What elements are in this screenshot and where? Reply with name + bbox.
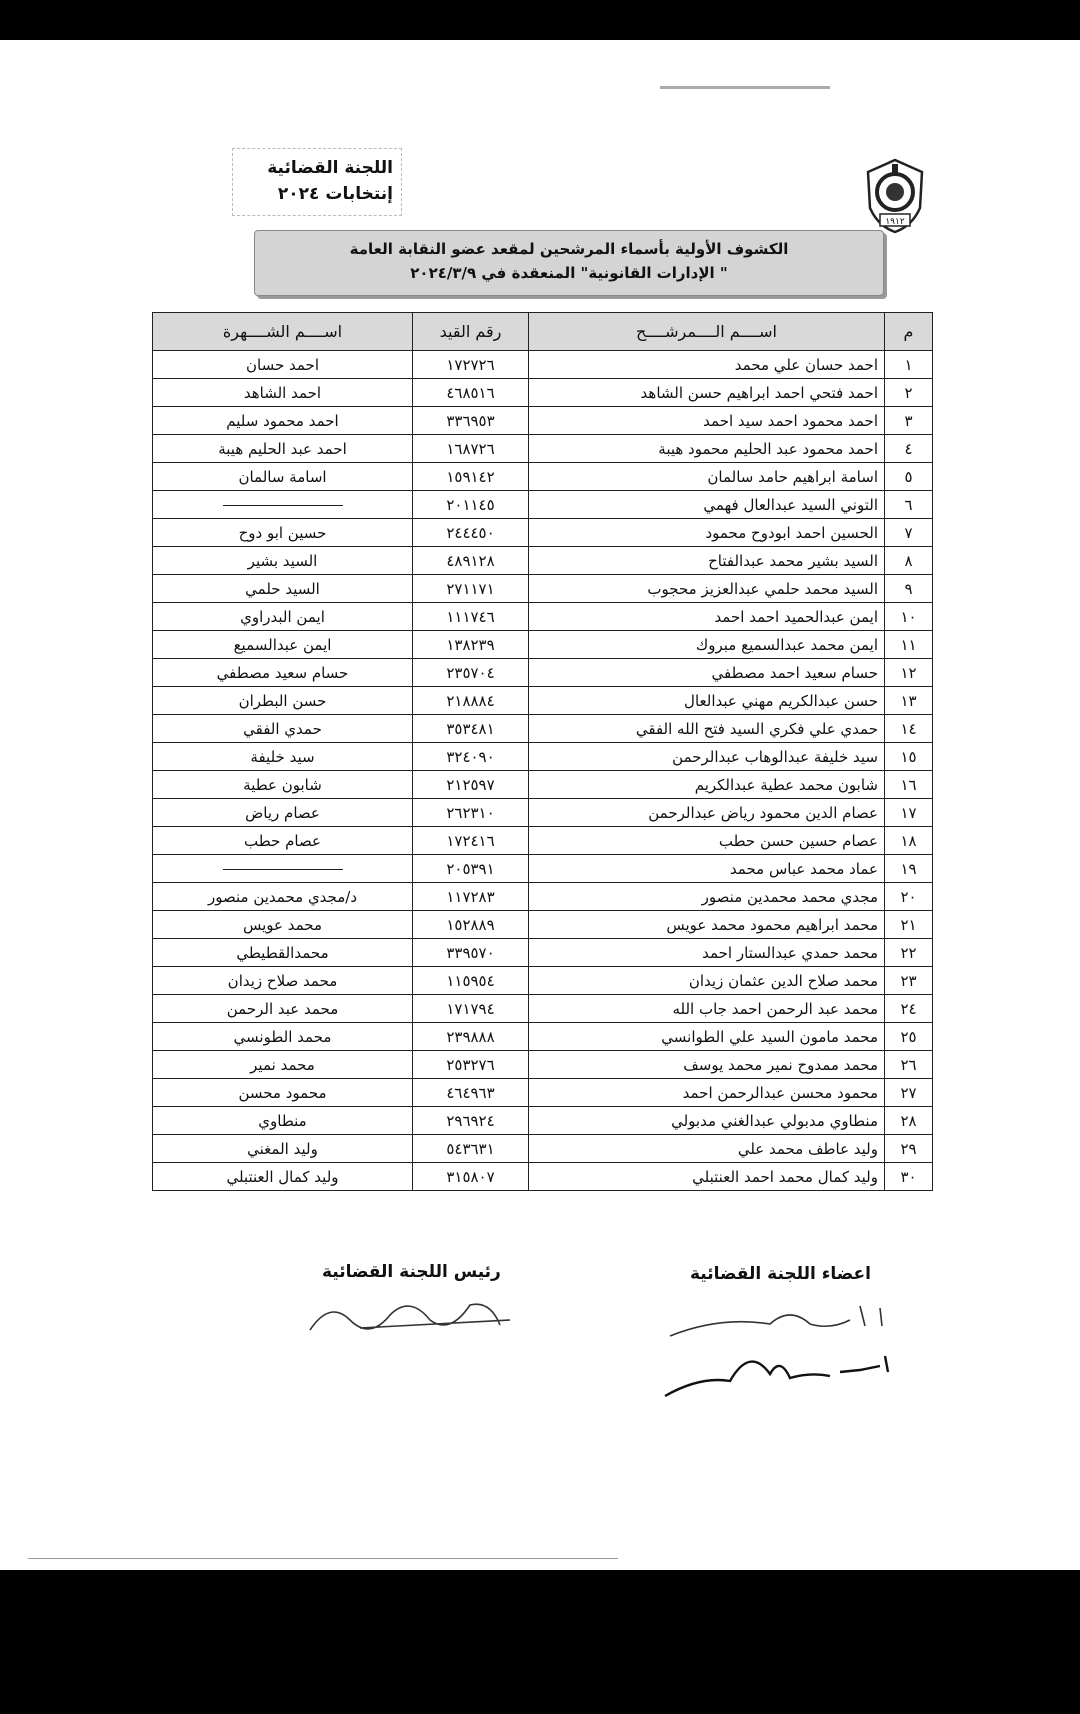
chair-label: رئيس اللجنة القضائية [322, 1262, 501, 1282]
registration-number: ٣٥٣٤٨١ [413, 715, 529, 743]
known-name: محمود محسن [153, 1079, 413, 1107]
header-candidate-name: اســــم الــــمرشــــح [529, 313, 885, 351]
candidate-name: محمود محسن عبدالرحمن احمد [529, 1079, 885, 1107]
registration-number: ٥٤٣٦٣١ [413, 1135, 529, 1163]
row-index: ٢٧ [885, 1079, 933, 1107]
table-row [153, 351, 933, 379]
table-row [153, 855, 933, 883]
registration-number: ١٧٢٧٢٦ [413, 351, 529, 379]
candidate-name: محمد ابراهيم محمود محمد عويس [529, 911, 885, 939]
candidate-name: ايمن عبدالحميد احمد احمد [529, 603, 885, 631]
committee-header [232, 148, 402, 216]
registration-number: ٣١٥٨٠٧ [413, 1163, 529, 1191]
row-index: ٩ [885, 575, 933, 603]
known-name: وليد المغني [153, 1135, 413, 1163]
registration-number: ١٧٢٤١٦ [413, 827, 529, 855]
candidate-name: عماد محمد عباس محمد [529, 855, 885, 883]
candidate-name: السيد بشير محمد عبدالفتاح [529, 547, 885, 575]
row-index: ٣٠ [885, 1163, 933, 1191]
row-index: ١٨ [885, 827, 933, 855]
chair-signature-icon [300, 1290, 530, 1340]
row-index: ١١ [885, 631, 933, 659]
election-year: إنتخابات ٢٠٢٤ [277, 184, 393, 204]
table-row [153, 715, 933, 743]
known-name: عصام حطب [153, 827, 413, 855]
candidate-name: حسام سعيد احمد مصطفي [529, 659, 885, 687]
registration-number: ٢٣٥٧٠٤ [413, 659, 529, 687]
known-name: محمد الطونسي [153, 1023, 413, 1051]
candidate-name: حسن عبدالكريم مهني عبدالعال [529, 687, 885, 715]
members-label: اعضاء اللجنة القضائية [690, 1264, 871, 1284]
candidate-name: التوني السيد عبدالعال فهمي [529, 491, 885, 519]
candidate-name: مجدي محمد محمدين منصور [529, 883, 885, 911]
blank-line [223, 869, 343, 870]
row-index: ٣ [885, 407, 933, 435]
syndicate-logo-icon [862, 158, 928, 234]
candidate-name: محمد عبد الرحمن احمد جاب الله [529, 995, 885, 1023]
registration-number: ١٥٢٨٨٩ [413, 911, 529, 939]
table-header-row [153, 313, 933, 351]
known-name: حسام سعيد مصطفي [153, 659, 413, 687]
known-name: ايمن البدراوي [153, 603, 413, 631]
row-index: ٦ [885, 491, 933, 519]
table-row [153, 1135, 933, 1163]
table-row [153, 827, 933, 855]
table-row [153, 575, 933, 603]
registration-number: ٢٤٤٤٥٠ [413, 519, 529, 547]
known-name: السيد بشير [153, 547, 413, 575]
known-name: محمد عبد الرحمن [153, 995, 413, 1023]
footer-divider [28, 1558, 618, 1559]
row-index: ٥ [885, 463, 933, 491]
known-name: منطاوي [153, 1107, 413, 1135]
known-name: محمد عويس [153, 911, 413, 939]
table-row [153, 995, 933, 1023]
header-registration-number: رقم القيد [413, 313, 529, 351]
candidate-name: حمدي علي فكري السيد فتح الله الفقي [529, 715, 885, 743]
table-row [153, 435, 933, 463]
known-name: ايمن عبدالسميع [153, 631, 413, 659]
candidate-name: محمد ممدوح نمير محمد يوسف [529, 1051, 885, 1079]
registration-number: ٢٦٢٣١٠ [413, 799, 529, 827]
table-row [153, 547, 933, 575]
candidate-name: عصام الدين محمود رياض عبدالرحمن [529, 799, 885, 827]
row-index: ٢ [885, 379, 933, 407]
registration-number: ٢١٨٨٨٤ [413, 687, 529, 715]
table-row [153, 743, 933, 771]
row-index: ٢٥ [885, 1023, 933, 1051]
table-row [153, 1163, 933, 1191]
known-name: سيد خليفة [153, 743, 413, 771]
table-row [153, 771, 933, 799]
registration-number: ١١٧٢٨٣ [413, 883, 529, 911]
known-name: وليد كمال العنتبلي [153, 1163, 413, 1191]
title-line-2: " الإدارات القانونية" المنعقدة في ٢٠٢٤/٣/٩ [410, 264, 728, 282]
candidate-name: اسامة ابراهيم حامد سالمان [529, 463, 885, 491]
registration-number: ٢٠٥٣٩١ [413, 855, 529, 883]
table-row [153, 1023, 933, 1051]
candidate-name: ايمن محمد عبدالسميع مبروك [529, 631, 885, 659]
known-name: اسامة سالمان [153, 463, 413, 491]
row-index: ١٧ [885, 799, 933, 827]
registration-number: ٤٦٤٩٦٣ [413, 1079, 529, 1107]
registration-number: ١١٥٩٥٤ [413, 967, 529, 995]
row-index: ٢٤ [885, 995, 933, 1023]
table-row [153, 1051, 933, 1079]
known-name: حمدي الفقي [153, 715, 413, 743]
blank-line [223, 505, 343, 506]
table-row [153, 491, 933, 519]
known-name: شابون عطية [153, 771, 413, 799]
candidates-table [152, 312, 933, 1191]
table-row [153, 379, 933, 407]
registration-number: ٢٩٦٩٢٤ [413, 1107, 529, 1135]
committee-name: اللجنة القضائية [267, 158, 393, 178]
candidate-name: الحسين احمد ابودوح محمود [529, 519, 885, 547]
table-row [153, 967, 933, 995]
row-index: ٢١ [885, 911, 933, 939]
table-row [153, 407, 933, 435]
known-name: احمد الشاهد [153, 379, 413, 407]
registration-number: ٢٧١١٧١ [413, 575, 529, 603]
registration-number: ٣٢٤٠٩٠ [413, 743, 529, 771]
registration-number: ١٦٨٧٢٦ [413, 435, 529, 463]
svg-text:١٩١٢: ١٩١٢ [885, 217, 905, 227]
known-name: السيد حلمي [153, 575, 413, 603]
row-index: ١٣ [885, 687, 933, 715]
known-name: عصام رياض [153, 799, 413, 827]
table-row [153, 911, 933, 939]
row-index: ١ [885, 351, 933, 379]
registration-number: ١٣٨٢٣٩ [413, 631, 529, 659]
known-name [153, 491, 413, 519]
candidate-name: السيد محمد حلمي عبدالعزيز محجوب [529, 575, 885, 603]
registration-number: ١٧١٧٩٤ [413, 995, 529, 1023]
title-line-1: الكشوف الأولية بأسماء المرشحين لمقعد عضو النقابة العامة [349, 240, 789, 258]
row-index: ٢٣ [885, 967, 933, 995]
row-index: ٢٩ [885, 1135, 933, 1163]
row-index: ٧ [885, 519, 933, 547]
registration-number: ٢١٢٥٩٧ [413, 771, 529, 799]
table-row [153, 939, 933, 967]
table-row [153, 603, 933, 631]
table-row [153, 883, 933, 911]
candidate-name: محمد مامون السيد علي الطوانسي [529, 1023, 885, 1051]
candidate-name: احمد حسان علي محمد [529, 351, 885, 379]
row-index: ٨ [885, 547, 933, 575]
candidate-name: احمد محمود احمد سيد احمد [529, 407, 885, 435]
row-index: ١٦ [885, 771, 933, 799]
registration-number: ٣٣٦٩٥٣ [413, 407, 529, 435]
candidate-name: منطاوي مدبولي عبدالغني مدبولي [529, 1107, 885, 1135]
table-row [153, 799, 933, 827]
registration-number: ١١١٧٤٦ [413, 603, 529, 631]
registration-number: ٢٥٣٢٧٦ [413, 1051, 529, 1079]
row-index: ٢٠ [885, 883, 933, 911]
table-row [153, 463, 933, 491]
row-index: ١٥ [885, 743, 933, 771]
table-body [153, 351, 933, 1191]
candidate-name: احمد فتحي احمد ابراهيم حسن الشاهد [529, 379, 885, 407]
candidate-name: عصام حسين حسن حطب [529, 827, 885, 855]
table-row [153, 659, 933, 687]
row-index: ٢٢ [885, 939, 933, 967]
registration-number: ١٥٩١٤٢ [413, 463, 529, 491]
document-title [254, 230, 884, 296]
row-index: ٤ [885, 435, 933, 463]
header-known-name: اســــم الشــــهرة [153, 313, 413, 351]
table-row [153, 1107, 933, 1135]
table-row [153, 519, 933, 547]
row-index: ٢٨ [885, 1107, 933, 1135]
known-name: د/مجدي محمدين منصور [153, 883, 413, 911]
row-index: ١٠ [885, 603, 933, 631]
known-name: احمد حسان [153, 351, 413, 379]
known-name: احمد عبد الحليم هيبة [153, 435, 413, 463]
members-signatures-icon [660, 1296, 920, 1406]
registration-number: ٣٣٩٥٧٠ [413, 939, 529, 967]
row-index: ١٩ [885, 855, 933, 883]
candidate-name: احمد محمود عبد الحليم محمود هيبة [529, 435, 885, 463]
candidate-name: شابون محمد عطية عبدالكريم [529, 771, 885, 799]
row-index: ١٢ [885, 659, 933, 687]
registration-number: ٢٠١١٤٥ [413, 491, 529, 519]
row-index: ٢٦ [885, 1051, 933, 1079]
row-index: ١٤ [885, 715, 933, 743]
candidate-name: سيد خليفة عبدالوهاب عبدالرحمن [529, 743, 885, 771]
registration-number: ٤٨٩١٢٨ [413, 547, 529, 575]
known-name: محمدالقطيطي [153, 939, 413, 967]
candidate-name: محمد حمدي عبدالستار احمد [529, 939, 885, 967]
known-name: حسين ابو دوح [153, 519, 413, 547]
registration-number: ٢٣٩٨٨٨ [413, 1023, 529, 1051]
document-page [0, 40, 1080, 1570]
known-name: محمد صلاح زيدان [153, 967, 413, 995]
known-name [153, 855, 413, 883]
header-index: م [885, 313, 933, 351]
candidate-name: محمد صلاح الدين عثمان زيدان [529, 967, 885, 995]
table-row [153, 687, 933, 715]
scan-mark [660, 86, 830, 89]
known-name: محمد نمير [153, 1051, 413, 1079]
table-row [153, 1079, 933, 1107]
candidate-name: وليد كمال محمد احمد العنتبلي [529, 1163, 885, 1191]
table-row [153, 631, 933, 659]
known-name: احمد محمود سليم [153, 407, 413, 435]
registration-number: ٤٦٨٥١٦ [413, 379, 529, 407]
known-name: حسن البطران [153, 687, 413, 715]
candidate-name: وليد عاطف محمد علي [529, 1135, 885, 1163]
